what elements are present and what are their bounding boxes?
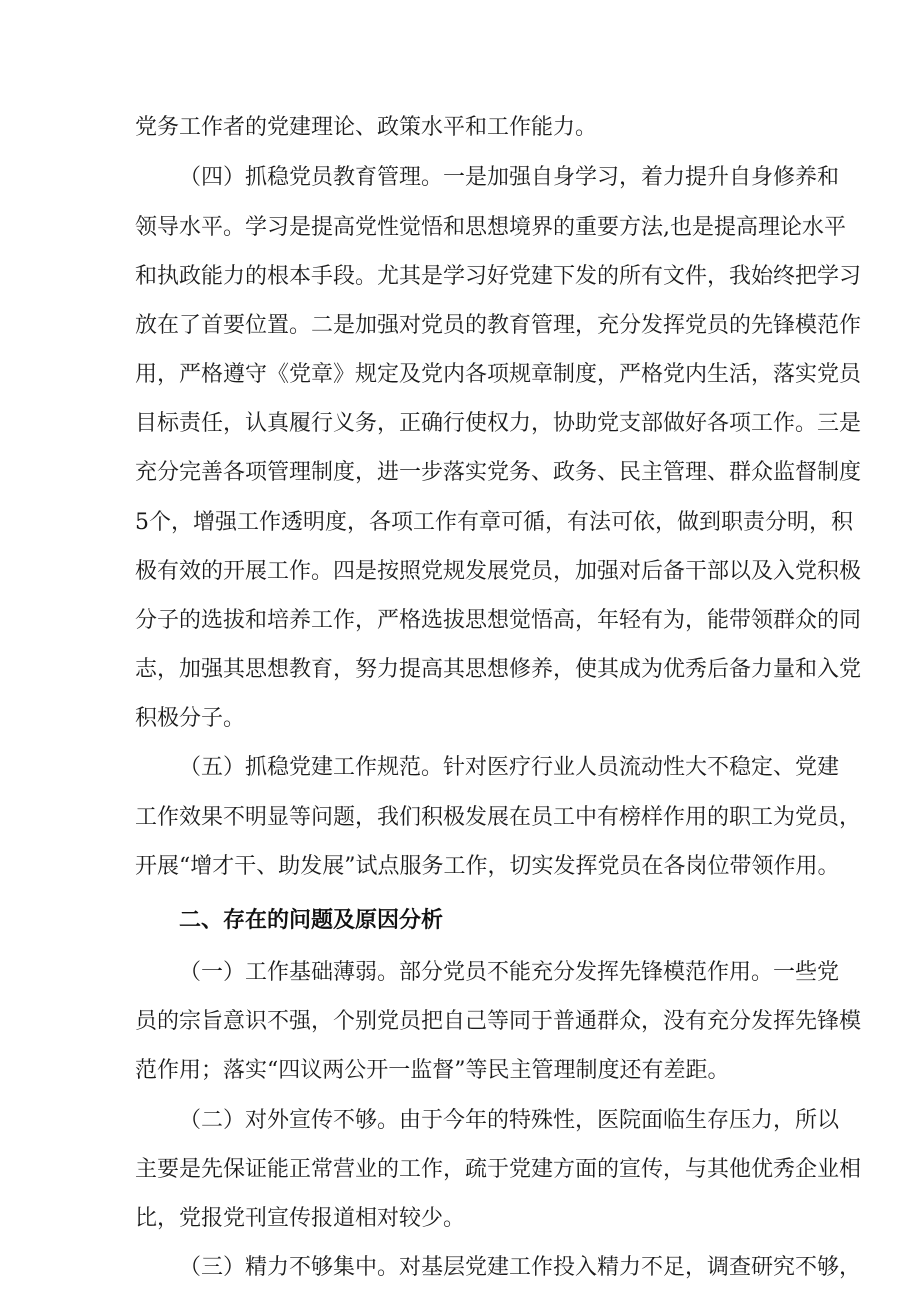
text-line: 分子的选拔和培养工作，严格选拔思想觉悟高，年轻有为，能带领群众的同 — [135, 608, 862, 633]
text-line: 放在了首要位置。二是加强对党员的教育管理，充分发挥党员的先锋模范作 — [135, 313, 862, 338]
text-line: 极有效的开展工作。四是按照党规发展党员，加强对后备干部以及入党积极 — [135, 559, 862, 584]
text-line: 和执政能力的根本手段。尤其是学习好党建下发的所有文件，我始终把学习 — [135, 264, 862, 289]
text-line: 开展“增才干、助发展”试点服务工作，切实发挥党员在各岗位带领作用。 — [135, 854, 840, 879]
text-line: 范作用；落实“四议两公开一监督”等民主管理制度还有差距。 — [135, 1058, 730, 1083]
section-heading: 二、存在的问题及原因分析 — [179, 908, 444, 933]
text-line: 党务工作者的党建理论、政策水平和工作能力。 — [135, 115, 598, 140]
paragraph-4-start: （四）抓稳党员教育管理。一是加强自身学习，着力提升自身修养和 — [179, 165, 840, 190]
text-line: 领导水平。学习是提高党性觉悟和思想境界的重要方法,也是提高理论水平 — [135, 215, 846, 240]
problem-3-start: （三）精力不够集中。对基层党建工作投入精力不足，调查研究不够， — [179, 1255, 862, 1280]
text-line: 比，党报党刊宣传报道相对较少。 — [135, 1206, 466, 1231]
text-line: 用，严格遵守《党章》规定及党内各项规章制度，严格党内生活，落实党员 — [135, 362, 862, 387]
text-line: 员的宗旨意识不强，个别党员把自己等同于普通群众，没有充分发挥先锋模 — [135, 1009, 862, 1034]
text-line: 目标责任，认真履行义务，正确行使权力，协助党支部做好各项工作。三是 — [135, 411, 862, 436]
problem-1-start: （一）工作基础薄弱。部分党员不能充分发挥先锋模范作用。一些党 — [179, 960, 840, 985]
text-line: 充分完善各项管理制度，进一步落实党务、政务、民主管理、群众监督制度 — [135, 460, 862, 485]
text-line: 主要是先保证能正常营业的工作，疏于党建方面的宣传，与其他优秀企业相 — [135, 1157, 862, 1182]
problem-2-start: （二）对外宣传不够。由于今年的特殊性，医院面临生存压力，所以 — [179, 1108, 840, 1133]
text-line: 志，加强其思想教育，努力提高其思想修养，使其成为优秀后备力量和入党 — [135, 657, 862, 682]
text-line: 5个，增强工作透明度，各项工作有章可循，有法可依，做到职责分明，积 — [135, 510, 853, 535]
paragraph-5-start: （五）抓稳党建工作规范。针对医疗行业人员流动性大不稳定、党建 — [179, 755, 840, 780]
text-line: 工作效果不明显等问题，我们积极发展在员工中有榜样作用的职工为党员， — [135, 805, 862, 830]
text-line: 积极分子。 — [135, 706, 246, 731]
